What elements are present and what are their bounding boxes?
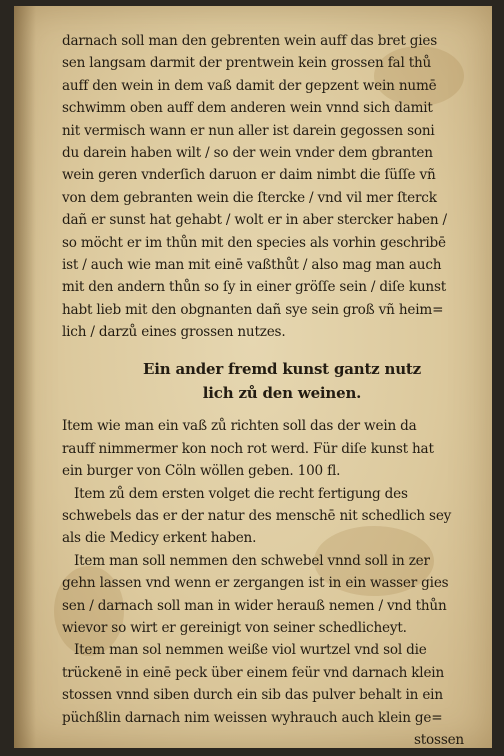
text-line: sen langsam darmit der prentwein kein grossen fal thů bbox=[62, 55, 432, 72]
text-line: ist / auch wie man mit einē vaßthůt / also mag man auch bbox=[62, 256, 442, 273]
text-line: du darein haben wilt / so der wein vnder dem gbranten bbox=[62, 144, 433, 161]
text-line: dañ er sunst hat gehabt / wolt er in aber stercker haben / bbox=[62, 212, 447, 229]
text-line: gehn lassen vnd wenn er zergangen ist in ein wasser gies bbox=[62, 575, 449, 592]
text-line: stossen vnnd siben durch ein sib das pulver behalt in ein bbox=[62, 687, 443, 704]
text-line: ein burger von Cöln wöllen geben. 100 fl. bbox=[62, 463, 341, 480]
text-line: wievor so wirt er gereinigt von seiner schedlicheyt. bbox=[62, 619, 407, 636]
text-line: schwebels das er der natur des menschē nit schedlich sey bbox=[62, 508, 452, 525]
spacer bbox=[62, 405, 472, 415]
text-line: püchßlin darnach nim weissen wyhrauch auch klein ge= bbox=[62, 709, 443, 726]
text-line: trückenē in einē peck über einem feür vnd darnach klein bbox=[62, 664, 445, 681]
text-line: Item zů dem ersten volget die recht fertigung des bbox=[74, 485, 408, 502]
text-line: als die Medicy erkent haben. bbox=[62, 530, 257, 547]
text-line: nit vermisch wann er nun aller ist darein gegossen soni bbox=[62, 122, 435, 139]
text-line: darnach soll man den gebrenten wein auff das bret gies bbox=[62, 33, 438, 49]
text-line: habt lieb mit den obgnanten dañ sye sein groß vñ heim= bbox=[62, 301, 444, 318]
text-line: Item man soll nemmen den schwebel vnnd soll in zer bbox=[74, 552, 430, 569]
text-line: Item man sol nemmen weiße viol wurtzel vnd sol die bbox=[74, 642, 427, 659]
text-line: rauff nimmermer kon noch rot werd. Für diſe kunst hat bbox=[62, 440, 434, 457]
text-line: schwimm oben auff dem anderen wein vnnd sich damit bbox=[62, 100, 433, 117]
text-line: von dem gebranten wein die ſtercke / vnd vil mer ſterck bbox=[62, 189, 437, 206]
text-line: so möcht er im thůn mit den species als vorhin geschribē bbox=[62, 234, 446, 251]
text-line: auff den wein in dem vaß damit der gepzent wein numē bbox=[62, 77, 437, 94]
text-line: lich / darzů eines grossen nutzes. bbox=[62, 324, 286, 341]
section-heading: Ein ander fremd kunst gantz nutz bbox=[143, 360, 421, 379]
text-line: wein geren vnderſich daruon er daim nimbt die ſüſſe vñ bbox=[62, 167, 436, 184]
text-line: stossen bbox=[414, 731, 464, 748]
page-text bbox=[62, 30, 472, 751]
text-line: mit den andern thůn so ſy in einer gröſſe sein / diſe kunst bbox=[62, 279, 447, 296]
book-page bbox=[14, 6, 492, 748]
section-heading: lich zů den weinen. bbox=[202, 384, 362, 403]
text-line: Item wie man ein vaß zů richten soll das der wein da bbox=[62, 418, 417, 435]
text-line: sen / darnach soll man in wider herauß nemen / vnd thůn bbox=[62, 597, 447, 614]
